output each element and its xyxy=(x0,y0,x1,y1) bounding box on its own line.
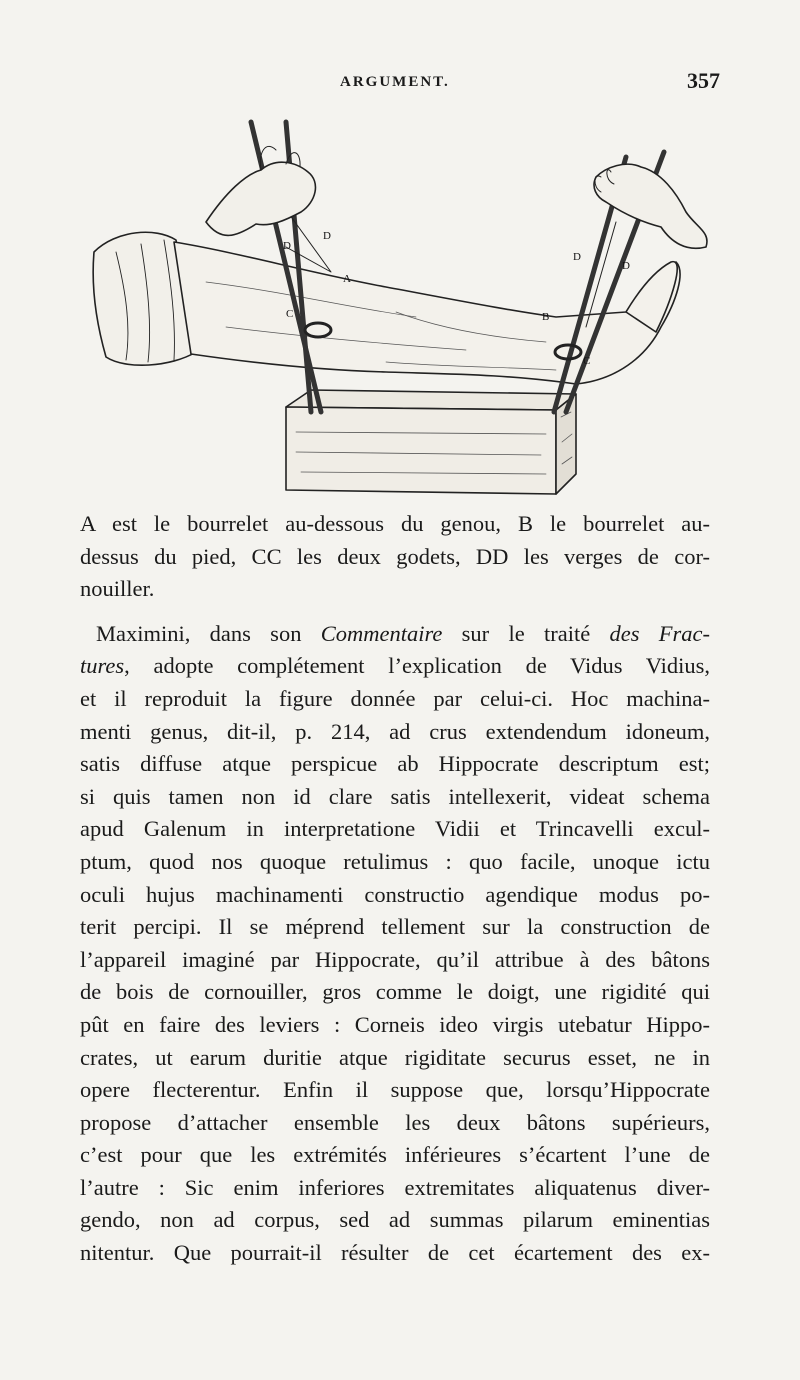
paragraph-line: nitentur. Que pourrait-il résulter de cet écartement des ex- xyxy=(80,1240,710,1266)
paragraph-line: crates, ut earum duritie atque rigiditate securus esset, ne in xyxy=(80,1044,710,1070)
paragraph-line: gendo, non ad corpus, sed ad summas pilarum eminentias xyxy=(80,1207,710,1233)
paragraph-line: c’est pour que les extrémités inférieures s’écartent l’une de xyxy=(80,1142,710,1168)
label-c-left: C xyxy=(286,308,294,320)
paragraph-line: satis diffuse atque perspicue ab Hippocrate descriptum est; xyxy=(80,751,710,777)
paragraph-line: oculi hujus machinamenti constructio agendique modus po- xyxy=(80,881,710,907)
paragraph-line: ptum, quod nos quoque retulimus : quo facile, unoque ictu xyxy=(80,848,710,874)
running-head xyxy=(60,68,720,104)
paragraph-line: tures, adopte complétement l’explication de Vidus Vidius, xyxy=(80,653,710,679)
paragraph-line: apud Galenum in interpretatione Vidii et Trincavelli excul- xyxy=(80,816,710,842)
label-c-right: C xyxy=(583,355,591,367)
wooden-block xyxy=(286,390,576,494)
paragraph-line: l’autre : Sic enim inferiores extremitates aliquatenus diver- xyxy=(80,1174,710,1200)
paragraph-line: l’appareil imaginé par Hippocrate, qu’il attribue à des bâtons xyxy=(80,946,710,972)
label-a: A xyxy=(343,273,351,285)
page-number: 357 xyxy=(687,68,720,93)
paragraph-line: Maximini, dans son Commentaire sur le traité des Frac- xyxy=(96,620,710,646)
left-hand xyxy=(206,146,315,235)
paragraph-line: menti genus, dit-il, p. 214, ad crus extendendum idoneum, xyxy=(80,718,710,744)
body-text xyxy=(80,508,710,1270)
leg-apparatus-illustration xyxy=(86,112,726,502)
paragraph-line: propose d’attacher ensemble les deux bâtons supérieurs, xyxy=(80,1109,710,1135)
running-head-title: ARGUMENT. xyxy=(340,74,450,90)
paragraph-line: opere flecterentur. Enfin il suppose que, lorsqu’Hippocrate xyxy=(80,1077,710,1103)
caption-line: nouiller. xyxy=(80,576,155,602)
caption-line: A est le bourrelet au-dessous du genou, B le bourrelet au- xyxy=(80,511,710,536)
paragraph-line: si quis tamen non id clare satis intellexerit, videat schema xyxy=(80,783,710,809)
paragraph-line: et il reproduit la figure donnée par celui-ci. Hoc machina- xyxy=(80,685,710,711)
caption-line: dessus du pied, CC les deux godets, DD les verges de cor- xyxy=(80,543,710,569)
label-d-left-2: D xyxy=(323,230,331,242)
label-d-right-2: D xyxy=(622,260,630,272)
paragraph-line: pût en faire des leviers : Corneis ideo virgis utebatur Hippo- xyxy=(80,1011,710,1037)
label-b: B xyxy=(542,311,550,323)
label-d-right-1: D xyxy=(573,251,581,263)
label-d-left-1: D xyxy=(283,240,291,252)
paragraph xyxy=(80,618,710,1270)
paragraph-line: de bois de cornouiller, gros comme le doigt, une rigidité qui xyxy=(80,979,710,1005)
figure-caption xyxy=(80,508,710,606)
paragraph-line: terit percipi. Il se méprend tellement sur la construction de xyxy=(80,914,710,940)
